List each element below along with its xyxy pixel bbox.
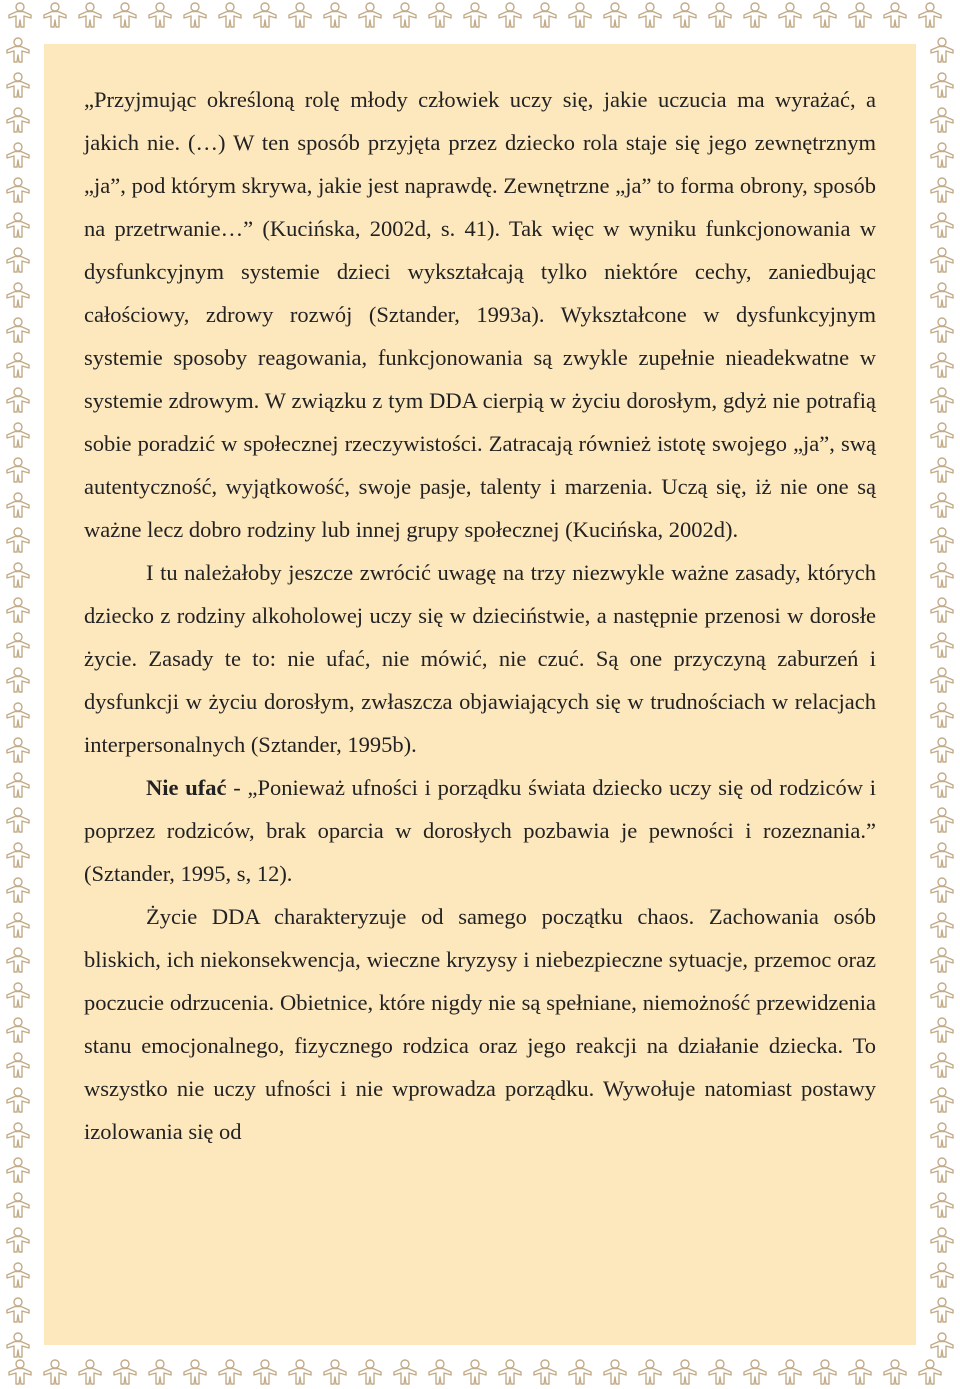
person-outline-icon [931, 108, 953, 132]
person-outline-icon [534, 1360, 556, 1384]
person-outline-icon [7, 983, 29, 1007]
person-outline-icon [219, 1360, 241, 1384]
person-outline-icon [499, 1360, 521, 1384]
person-outline-icon [931, 318, 953, 342]
person-outline-icon [931, 528, 953, 552]
person-outline-icon [931, 633, 953, 657]
person-outline-icon [7, 1298, 29, 1322]
person-outline-icon [931, 773, 953, 797]
paragraph-1: „Przyjmując określoną rolę młody człowiek uczy się, jakie uczucia ma wyrażać, a jakich nie. (…) W ten sposób przyjęta przez dziecko rola staje się jego zewnętrznym „ja”, pod którym skrywa, jakie jest naprawdę. Zewnętrzne „ja” to forma obrony, sposób na przetrwanie…” (Kucińska, 2002d, s. 41). Tak więc w wyniku funkcjonowania w dysfunkcyjnym systemie dzieci wykształcają tylko niektóre cechy, zaniedbując całościowy, zdrowy rozwój (Sztander, 1993a). Wykształcone w dysfunkcyjnym systemie sposoby reagowania, funkcjonowania są zwykle zupełnie nieadekwatne w systemie zdrowym. W związku z tym DDA cierpią w życiu dorosłym, gdyż nie potrafią sobie poradzić w społecznej rzeczywistości. Zatracają również istotę swojego „ja”, swą autentyczność, wyjątkowość, swoje pasje, talenty i marzenia. Uczą się, iż nie one są ważne lecz dobro rodziny lub innej grupy społecznej (Kucińska, 2002d). [84, 87, 876, 542]
person-outline-icon [7, 528, 29, 552]
person-outline-icon [931, 703, 953, 727]
person-outline-icon [931, 73, 953, 97]
person-outline-icon [814, 1360, 836, 1384]
person-outline-icon [931, 423, 953, 447]
person-outline-icon [7, 458, 29, 482]
person-outline-icon [931, 878, 953, 902]
person-outline-icon [7, 388, 29, 412]
person-outline-icon [7, 1018, 29, 1042]
person-outline-icon [9, 1360, 31, 1384]
person-outline-icon [884, 1360, 906, 1384]
person-outline-icon [219, 3, 241, 27]
person-outline-icon [289, 3, 311, 27]
document-text [84, 78, 876, 1153]
person-outline-icon [931, 493, 953, 517]
person-outline-icon [7, 38, 29, 62]
person-outline-icon [79, 1360, 101, 1384]
paragraph-4: Życie DDA charakteryzuje od samego początku chaos. Zachowania osób bliskich, ich niekonsekwencja, wieczne kryzysy i niebezpieczne sytuacje, przemoc oraz poczucie odrzucenia. Obietnice, które nigdy nie są spełniane, niemożność przewidzenia stanu emocjonalnego, fizycznego rodzica oraz jego reakcji na działanie dziecka. To wszystko nie uczy ufności i nie wprowadza porządku. Wywołuje natomiast postawy izolowania się od [84, 904, 876, 1144]
person-outline-icon [7, 1053, 29, 1077]
person-outline-icon [639, 1360, 661, 1384]
person-outline-icon [931, 808, 953, 832]
person-outline-icon [44, 3, 66, 27]
person-outline-icon [931, 1333, 953, 1357]
page-content-area [44, 44, 916, 1345]
person-outline-icon [919, 3, 941, 27]
person-outline-icon [931, 1298, 953, 1322]
person-outline-icon [639, 3, 661, 27]
person-outline-icon [534, 3, 556, 27]
person-outline-icon [254, 3, 276, 27]
person-outline-icon [931, 178, 953, 202]
person-outline-icon [7, 1158, 29, 1182]
person-outline-icon [7, 143, 29, 167]
person-outline-icon [7, 773, 29, 797]
person-outline-icon [931, 668, 953, 692]
person-outline-icon [7, 598, 29, 622]
person-outline-icon [7, 913, 29, 937]
person-outline-icon [7, 738, 29, 762]
person-outline-icon [7, 1228, 29, 1252]
person-outline-icon [931, 1123, 953, 1147]
person-outline-icon [931, 388, 953, 412]
person-outline-icon [149, 3, 171, 27]
person-outline-icon [359, 3, 381, 27]
person-outline-icon [7, 668, 29, 692]
person-outline-icon [429, 3, 451, 27]
person-outline-icon [7, 843, 29, 867]
person-outline-icon [884, 3, 906, 27]
person-outline-icon [7, 353, 29, 377]
person-outline-icon [149, 1360, 171, 1384]
person-outline-icon [7, 73, 29, 97]
person-outline-icon [7, 423, 29, 447]
person-outline-icon [7, 283, 29, 307]
paragraph-2: I tu należałoby jeszcze zwrócić uwagę na trzy niezwykle ważne zasady, których dziecko z rodziny alkoholowej uczy się w dzieciństwie, a następnie przenosi w dorosłe życie. Zasady te to: nie ufać, nie mówić, nie czuć. Są one przyczyną zaburzeń i dysfunkcji w życiu dorosłym, zwłaszcza objawiających się w trudnościach w relacjach interpersonalnych (Sztander, 1995b). [84, 560, 876, 757]
paragraph-3-body: - „Ponieważ ufności i porządku świata dziecko uczy się od rodziców i poprzez rodziców, brak oparcia w dorosłych pozbawia je pewności i rozeznania.” (Sztander, 1995, s, 12). [84, 775, 876, 886]
person-outline-icon [931, 913, 953, 937]
person-outline-icon [814, 3, 836, 27]
person-outline-icon [604, 3, 626, 27]
person-outline-icon [709, 3, 731, 27]
person-outline-icon [184, 1360, 206, 1384]
person-outline-icon [931, 598, 953, 622]
person-outline-icon [7, 878, 29, 902]
person-outline-icon [569, 1360, 591, 1384]
person-outline-icon [324, 1360, 346, 1384]
person-outline-icon [931, 1263, 953, 1287]
person-outline-icon [931, 38, 953, 62]
paragraph-3-heading: Nie ufać [146, 775, 227, 800]
person-outline-icon [7, 318, 29, 342]
person-outline-icon [931, 283, 953, 307]
person-outline-icon [931, 563, 953, 587]
person-outline-icon [9, 3, 31, 27]
person-outline-icon [849, 1360, 871, 1384]
person-outline-icon [7, 108, 29, 132]
person-outline-icon [931, 458, 953, 482]
person-outline-icon [394, 1360, 416, 1384]
person-outline-icon [931, 1053, 953, 1077]
person-outline-icon [7, 808, 29, 832]
person-outline-icon [931, 248, 953, 272]
person-outline-icon [324, 3, 346, 27]
person-outline-icon [674, 3, 696, 27]
person-outline-icon [7, 563, 29, 587]
person-outline-icon [7, 948, 29, 972]
person-outline-icon [931, 213, 953, 237]
person-outline-icon [849, 3, 871, 27]
person-outline-icon [429, 1360, 451, 1384]
person-outline-icon [931, 1088, 953, 1112]
person-outline-icon [7, 1193, 29, 1217]
person-outline-icon [7, 1088, 29, 1112]
person-outline-icon [79, 3, 101, 27]
person-outline-icon [289, 1360, 311, 1384]
person-outline-icon [931, 948, 953, 972]
person-outline-icon [709, 1360, 731, 1384]
person-outline-icon [931, 1158, 953, 1182]
person-outline-icon [744, 3, 766, 27]
person-outline-icon [931, 1193, 953, 1217]
person-outline-icon [464, 3, 486, 27]
person-outline-icon [114, 3, 136, 27]
person-outline-icon [359, 1360, 381, 1384]
person-outline-icon [254, 1360, 276, 1384]
person-outline-icon [44, 1360, 66, 1384]
person-outline-icon [779, 1360, 801, 1384]
person-outline-icon [7, 1123, 29, 1147]
person-outline-icon [7, 178, 29, 202]
person-outline-icon [919, 1360, 941, 1384]
person-outline-icon [931, 983, 953, 1007]
person-outline-icon [604, 1360, 626, 1384]
person-outline-icon [744, 1360, 766, 1384]
person-outline-icon [931, 1018, 953, 1042]
person-outline-icon [499, 3, 521, 27]
paragraph-3 [84, 766, 876, 895]
person-outline-icon [184, 3, 206, 27]
person-outline-icon [931, 143, 953, 167]
person-outline-icon [7, 213, 29, 237]
person-outline-icon [7, 1333, 29, 1357]
person-outline-icon [674, 1360, 696, 1384]
person-outline-icon [931, 738, 953, 762]
person-outline-icon [7, 633, 29, 657]
person-outline-icon [569, 3, 591, 27]
person-outline-icon [779, 3, 801, 27]
person-outline-icon [7, 703, 29, 727]
person-outline-icon [464, 1360, 486, 1384]
person-outline-icon [114, 1360, 136, 1384]
person-outline-icon [7, 493, 29, 517]
person-outline-icon [931, 1228, 953, 1252]
person-outline-icon [394, 3, 416, 27]
person-outline-icon [7, 248, 29, 272]
person-outline-icon [7, 1263, 29, 1287]
person-outline-icon [931, 353, 953, 377]
person-outline-icon [931, 843, 953, 867]
